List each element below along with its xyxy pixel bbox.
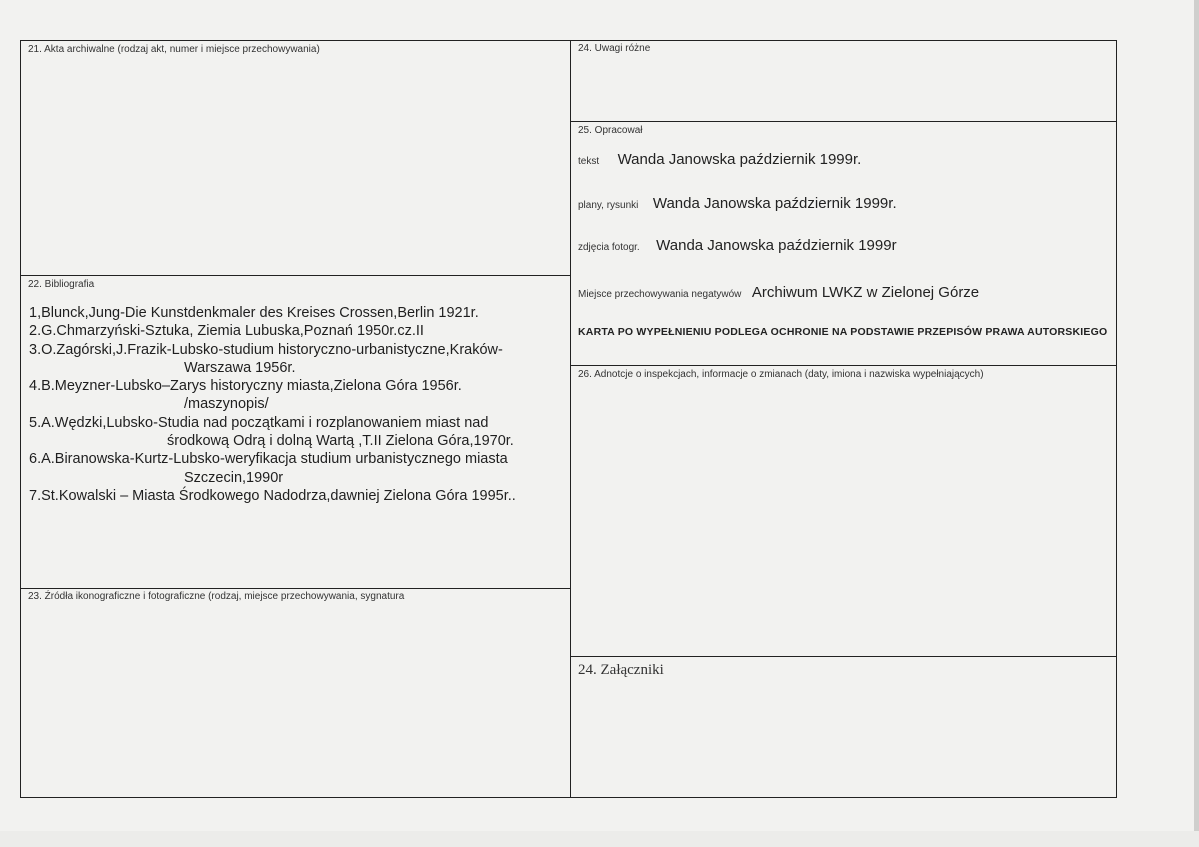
bibliography-item: Warszawa 1956r. (184, 359, 296, 376)
zdjecia-row (578, 237, 897, 255)
bibliography-item: 1,Blunck,Jung-Die Kunstdenkmaler des Kreises Crossen,Berlin 1921r. (29, 305, 479, 321)
zdjecia-label: zdjęcia fotogr. (578, 242, 640, 253)
section-24-label: 24. Uwagi różne (578, 43, 651, 54)
plany-row (578, 195, 897, 213)
attachments-label: 24. Załączniki (578, 662, 664, 678)
page-edge (1194, 0, 1199, 847)
divider-24-25 (570, 121, 1117, 122)
bibliography-item: 4.B.Meyzner-Lubsko–Zarys historyczny miasta,Zielona Góra 1956r. (29, 378, 462, 395)
bibliography-item: 5.A.Wędzki,Lubsko-Studia nad początkami i rozplanowaniem miast nad (29, 414, 489, 431)
tekst-value: Wanda Janowska październik 1999r. (617, 151, 862, 168)
column-divider (570, 40, 571, 798)
miejsce-value: Archiwum LWKZ w Zielonej Górze (751, 284, 980, 301)
bibliography-item: 7.St.Kowalski – Miasta Środkowego Nadodrza,dawniej Zielona Góra 1995r.. (29, 487, 516, 504)
tekst-row (578, 151, 861, 169)
miejsce-row (578, 284, 979, 302)
tekst-label: tekst (578, 156, 600, 167)
divider-26-zal (570, 656, 1117, 657)
bibliography-item: 3.O.Zagórski,J.Frazik-Lubsko-studium historyczno-urbanistyczne,Kraków- (29, 341, 503, 358)
bibliography-item: środkową Odrą i dolną Wartą ,T.II Zielona Góra,1970r. (167, 433, 514, 450)
zdjecia-value: Wanda Janowska październik 1999r (656, 237, 897, 254)
section-23-label: 23. Źródła ikonograficzne i fotograficzne (rodzaj, miejsce przechowywania, sygnatura (28, 591, 405, 602)
plany-value: Wanda Janowska październik 1999r. (652, 195, 897, 212)
divider-21-22 (20, 275, 571, 276)
miejsce-label: Miejsce przechowywania negatywów (578, 289, 742, 300)
bibliography-item: /maszynopis/ (184, 396, 269, 413)
bibliography-item: Szczecin,1990r (184, 469, 284, 486)
divider-25-26 (570, 365, 1117, 366)
bibliography-item: 2.G.Chmarzyński-Sztuka, Ziemia Lubuska,Poznań 1950r.cz.II (29, 323, 424, 340)
section-21-label: 21. Akta archiwalne (rodzaj akt, numer i miejsce przechowywania) (28, 44, 320, 55)
section-22-label: 22. Bibliografia (28, 279, 95, 290)
page-bottom-edge (0, 831, 1199, 847)
plany-label: plany, rysunki (578, 200, 639, 211)
section-26-label: 26. Adnotcje o inspekcjach, informacje o zmianach (daty, imiona i nazwiska wypełniających) (578, 369, 984, 380)
divider-22-23 (20, 588, 571, 589)
section-25-label: 25. Opracował (578, 125, 643, 136)
bibliography-list (29, 304, 569, 505)
copyright-notice: KARTA PO WYPEŁNIENIU PODLEGA OCHRONIE NA PODSTAWIE PRZEPISÓW PRAWA AUTORSKIEGO (578, 326, 1108, 338)
bibliography-item: 6.A.Biranowska-Kurtz-Lubsko-weryfikacja studium urbanistycznego miasta (29, 451, 508, 468)
